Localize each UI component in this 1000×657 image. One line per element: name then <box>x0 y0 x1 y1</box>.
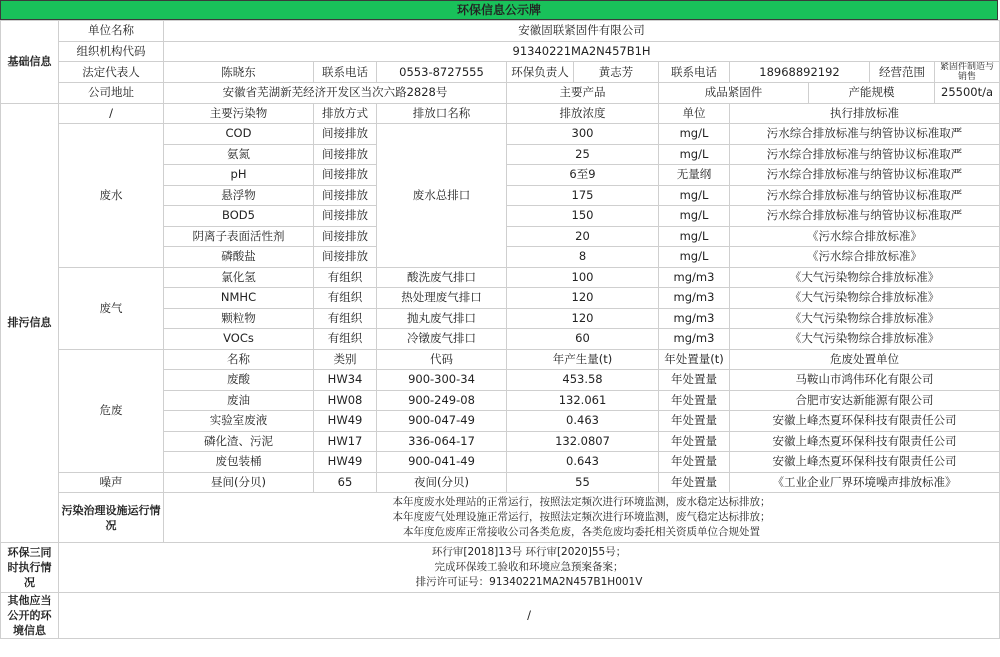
other-row <box>1 593 1000 639</box>
gas-outlet: 抛丸废气排口 <box>377 308 507 329</box>
water-pollutant: 磷酸盐 <box>164 247 314 268</box>
facility-row <box>1 493 1000 543</box>
hazard-unit: 安徽上峰杰夏环保科技有限责任公司 <box>730 431 1000 452</box>
water-method: 间接排放 <box>314 124 377 145</box>
gas-pollutant: NMHC <box>164 288 314 309</box>
basic-row-contacts <box>1 62 1000 83</box>
water-std: 污水综合排放标准与纳管协议标准取严 <box>730 185 1000 206</box>
header-pollutant: 主要污染物 <box>164 103 314 124</box>
hazard-cat: HW08 <box>314 390 377 411</box>
hazard-disp: 年处置量 <box>659 452 730 473</box>
facility-line: 本年度废气处理设施正常运行，按照法定频次进行环境监测，废气稳定达标排放； <box>392 511 771 523</box>
gas-unit: mg/m3 <box>659 308 730 329</box>
phone-label: 联系电话 <box>314 62 377 83</box>
discharge-header-row <box>1 103 1000 124</box>
water-outlet: 废水总排口 <box>377 124 507 268</box>
water-conc: 6至9 <box>507 165 659 186</box>
hazard-disp: 年处置量 <box>659 370 730 391</box>
water-unit: mg/L <box>659 206 730 227</box>
facility-content <box>164 493 1000 543</box>
org-code-label: 组织机构代码 <box>59 41 164 62</box>
three-sim-label: 环保三同时执行情况 <box>1 543 59 593</box>
hazard-name: 废包装桶 <box>164 452 314 473</box>
address-label: 公司地址 <box>59 83 164 104</box>
water-unit: 无量纲 <box>659 165 730 186</box>
hazard-code: 900-249-08 <box>377 390 507 411</box>
board-title: 环保信息公示牌 <box>0 0 998 20</box>
noise-day-label: 昼间(分贝) <box>164 472 314 493</box>
hazard-cat: HW49 <box>314 452 377 473</box>
org-code-value: 91340221MA2N457B1H <box>164 41 1000 62</box>
product-value: 成品紧固件 <box>659 83 809 104</box>
hazard-code: 900-300-34 <box>377 370 507 391</box>
gas-method: 有组织 <box>314 288 377 309</box>
gas-conc: 120 <box>507 308 659 329</box>
hazard-unit: 安徽上峰杰夏环保科技有限责任公司 <box>730 452 1000 473</box>
hazard-cat: HW17 <box>314 431 377 452</box>
hazard-qty: 132.061 <box>507 390 659 411</box>
hazard-disp: 年处置量 <box>659 431 730 452</box>
gas-unit: mg/m3 <box>659 329 730 350</box>
address-value: 安徽省芜湖新芜经济开发区当次六路2828号 <box>164 83 507 104</box>
gas-conc: 120 <box>507 288 659 309</box>
gas-unit: mg/m3 <box>659 267 730 288</box>
water-pollutant: 阴离子表面活性剂 <box>164 226 314 247</box>
hazard-name: 磷化渣、污泥 <box>164 431 314 452</box>
facility-line: 本年度废水处理站的正常运行，按照法定频次进行环境监测，废水稳定达标排放； <box>392 496 771 508</box>
header-unit: 单位 <box>659 103 730 124</box>
water-method: 间接排放 <box>314 247 377 268</box>
capacity-value: 25500t/a <box>935 83 1000 104</box>
water-pollutant: pH <box>164 165 314 186</box>
water-unit: mg/L <box>659 226 730 247</box>
water-conc: 25 <box>507 144 659 165</box>
water-label: 废水 <box>59 124 164 268</box>
hazard-cat: HW49 <box>314 411 377 432</box>
hazard-unit: 马鞍山市鸿伟环化有限公司 <box>730 370 1000 391</box>
noise-label: 噪声 <box>59 472 164 493</box>
gas-method: 有组织 <box>314 329 377 350</box>
gas-method: 有组织 <box>314 267 377 288</box>
basic-row-address <box>1 83 1000 104</box>
header-method: 排放方式 <box>314 103 377 124</box>
hazard-name: 实验室废液 <box>164 411 314 432</box>
water-conc: 175 <box>507 185 659 206</box>
hazard-code: 900-041-49 <box>377 452 507 473</box>
info-table <box>0 20 1000 639</box>
three-sim-line: 环行审[2018]13号 环行审[2020]55号； <box>431 546 627 558</box>
hazard-unit: 安徽上峰杰夏环保科技有限责任公司 <box>730 411 1000 432</box>
hazard-qty: 132.0807 <box>507 431 659 452</box>
water-pollutant: 氨氮 <box>164 144 314 165</box>
water-std: 《污水综合排放标准》 <box>730 226 1000 247</box>
gas-outlet: 酸洗废气排口 <box>377 267 507 288</box>
gas-pollutant: 氯化氢 <box>164 267 314 288</box>
gas-outlet: 热处理废气排口 <box>377 288 507 309</box>
facility-line: 本年度危废库正常接收公司各类危废，各类危废均委托相关资质单位合规处置 <box>403 526 761 538</box>
water-method: 间接排放 <box>314 144 377 165</box>
hazard-label: 危废 <box>59 349 164 472</box>
phone2-value: 18968892192 <box>730 62 870 83</box>
product-label: 主要产品 <box>507 83 659 104</box>
water-row <box>1 124 1000 145</box>
water-unit: mg/L <box>659 247 730 268</box>
three-sim-line: 完成环保竣工验收和环境应急预案备案； <box>434 561 624 573</box>
hazard-cat: HW34 <box>314 370 377 391</box>
hazard-disp: 年处置量 <box>659 390 730 411</box>
noise-row <box>1 472 1000 493</box>
water-conc: 20 <box>507 226 659 247</box>
water-method: 间接排放 <box>314 226 377 247</box>
water-unit: mg/L <box>659 185 730 206</box>
basic-row-company <box>1 21 1000 42</box>
noise-disp: 年处置量 <box>659 472 730 493</box>
gas-conc: 100 <box>507 267 659 288</box>
gas-unit: mg/m3 <box>659 288 730 309</box>
hazard-code: 336-064-17 <box>377 431 507 452</box>
company-label: 单位名称 <box>59 21 164 42</box>
water-std: 污水综合排放标准与纳管协议标准取严 <box>730 165 1000 186</box>
hazard-header-cat: 类别 <box>314 349 377 370</box>
water-conc: 8 <box>507 247 659 268</box>
header-slash: / <box>59 103 164 124</box>
noise-night-label: 夜间(分贝) <box>377 472 507 493</box>
header-conc: 排放浓度 <box>507 103 659 124</box>
hazard-header-disp: 年处置量(t) <box>659 349 730 370</box>
hazard-qty: 453.58 <box>507 370 659 391</box>
legal-rep-label: 法定代表人 <box>59 62 164 83</box>
water-std: 污水综合排放标准与纳管协议标准取严 <box>730 144 1000 165</box>
header-std: 执行排放标准 <box>730 103 1000 124</box>
hazard-code: 900-047-49 <box>377 411 507 432</box>
gas-conc: 60 <box>507 329 659 350</box>
hazard-header-unit: 危废处置单位 <box>730 349 1000 370</box>
hazard-qty: 0.643 <box>507 452 659 473</box>
three-sim-content <box>59 543 1000 593</box>
hazard-header-row <box>1 349 1000 370</box>
phone-value: 0553-8727555 <box>377 62 507 83</box>
hazard-disp: 年处置量 <box>659 411 730 432</box>
gas-std: 《大气污染物综合排放标准》 <box>730 329 1000 350</box>
phone2-label: 联系电话 <box>659 62 730 83</box>
water-method: 间接排放 <box>314 185 377 206</box>
water-std: 污水综合排放标准与纳管协议标准取严 <box>730 206 1000 227</box>
water-std: 污水综合排放标准与纳管协议标准取严 <box>730 124 1000 145</box>
env-lead-label: 环保负责人 <box>507 62 574 83</box>
water-method: 间接排放 <box>314 165 377 186</box>
basic-row-orgcode <box>1 41 1000 62</box>
scope-value: 紧固件制造与销售 <box>935 62 1000 83</box>
noise-night-value: 55 <box>507 472 659 493</box>
company-value: 安徽固联紧固件有限公司 <box>164 21 1000 42</box>
hazard-header-qty: 年产生量(t) <box>507 349 659 370</box>
water-method: 间接排放 <box>314 206 377 227</box>
three-sim-row <box>1 543 1000 593</box>
capacity-label: 产能规模 <box>809 83 935 104</box>
water-pollutant: 悬浮物 <box>164 185 314 206</box>
gas-std: 《大气污染物综合排放标准》 <box>730 288 1000 309</box>
water-pollutant: BOD5 <box>164 206 314 227</box>
water-std: 《污水综合排放标准》 <box>730 247 1000 268</box>
water-conc: 150 <box>507 206 659 227</box>
three-sim-line: 排污许可证号：91340221MA2N457B1H001V <box>415 576 643 588</box>
discharge-section-label: 排污信息 <box>1 103 59 543</box>
hazard-qty: 0.463 <box>507 411 659 432</box>
gas-std: 《大气污染物综合排放标准》 <box>730 267 1000 288</box>
gas-std: 《大气污染物综合排放标准》 <box>730 308 1000 329</box>
gas-label: 废气 <box>59 267 164 349</box>
gas-pollutant: 颗粒物 <box>164 308 314 329</box>
gas-outlet: 冷镦废气排口 <box>377 329 507 350</box>
facility-label: 污染治理设施运行情况 <box>59 493 164 543</box>
basic-section-label: 基础信息 <box>1 21 59 104</box>
hazard-header-code: 代码 <box>377 349 507 370</box>
water-pollutant: COD <box>164 124 314 145</box>
water-unit: mg/L <box>659 144 730 165</box>
gas-row <box>1 267 1000 288</box>
env-lead-value: 黄志芳 <box>574 62 659 83</box>
noise-std: 《工业企业厂界环境噪声排放标准》 <box>730 472 1000 493</box>
hazard-header-name: 名称 <box>164 349 314 370</box>
legal-rep-value: 陈晓东 <box>164 62 314 83</box>
water-conc: 300 <box>507 124 659 145</box>
gas-method: 有组织 <box>314 308 377 329</box>
hazard-name: 废油 <box>164 390 314 411</box>
hazard-name: 废酸 <box>164 370 314 391</box>
gas-pollutant: VOCs <box>164 329 314 350</box>
header-outlet: 排放口名称 <box>377 103 507 124</box>
hazard-unit: 合肥市安达新能源有限公司 <box>730 390 1000 411</box>
other-label: 其他应当公开的环境信息 <box>1 593 59 639</box>
other-value: / <box>59 593 1000 639</box>
water-unit: mg/L <box>659 124 730 145</box>
scope-label: 经营范围 <box>870 62 935 83</box>
noise-day-value: 65 <box>314 472 377 493</box>
